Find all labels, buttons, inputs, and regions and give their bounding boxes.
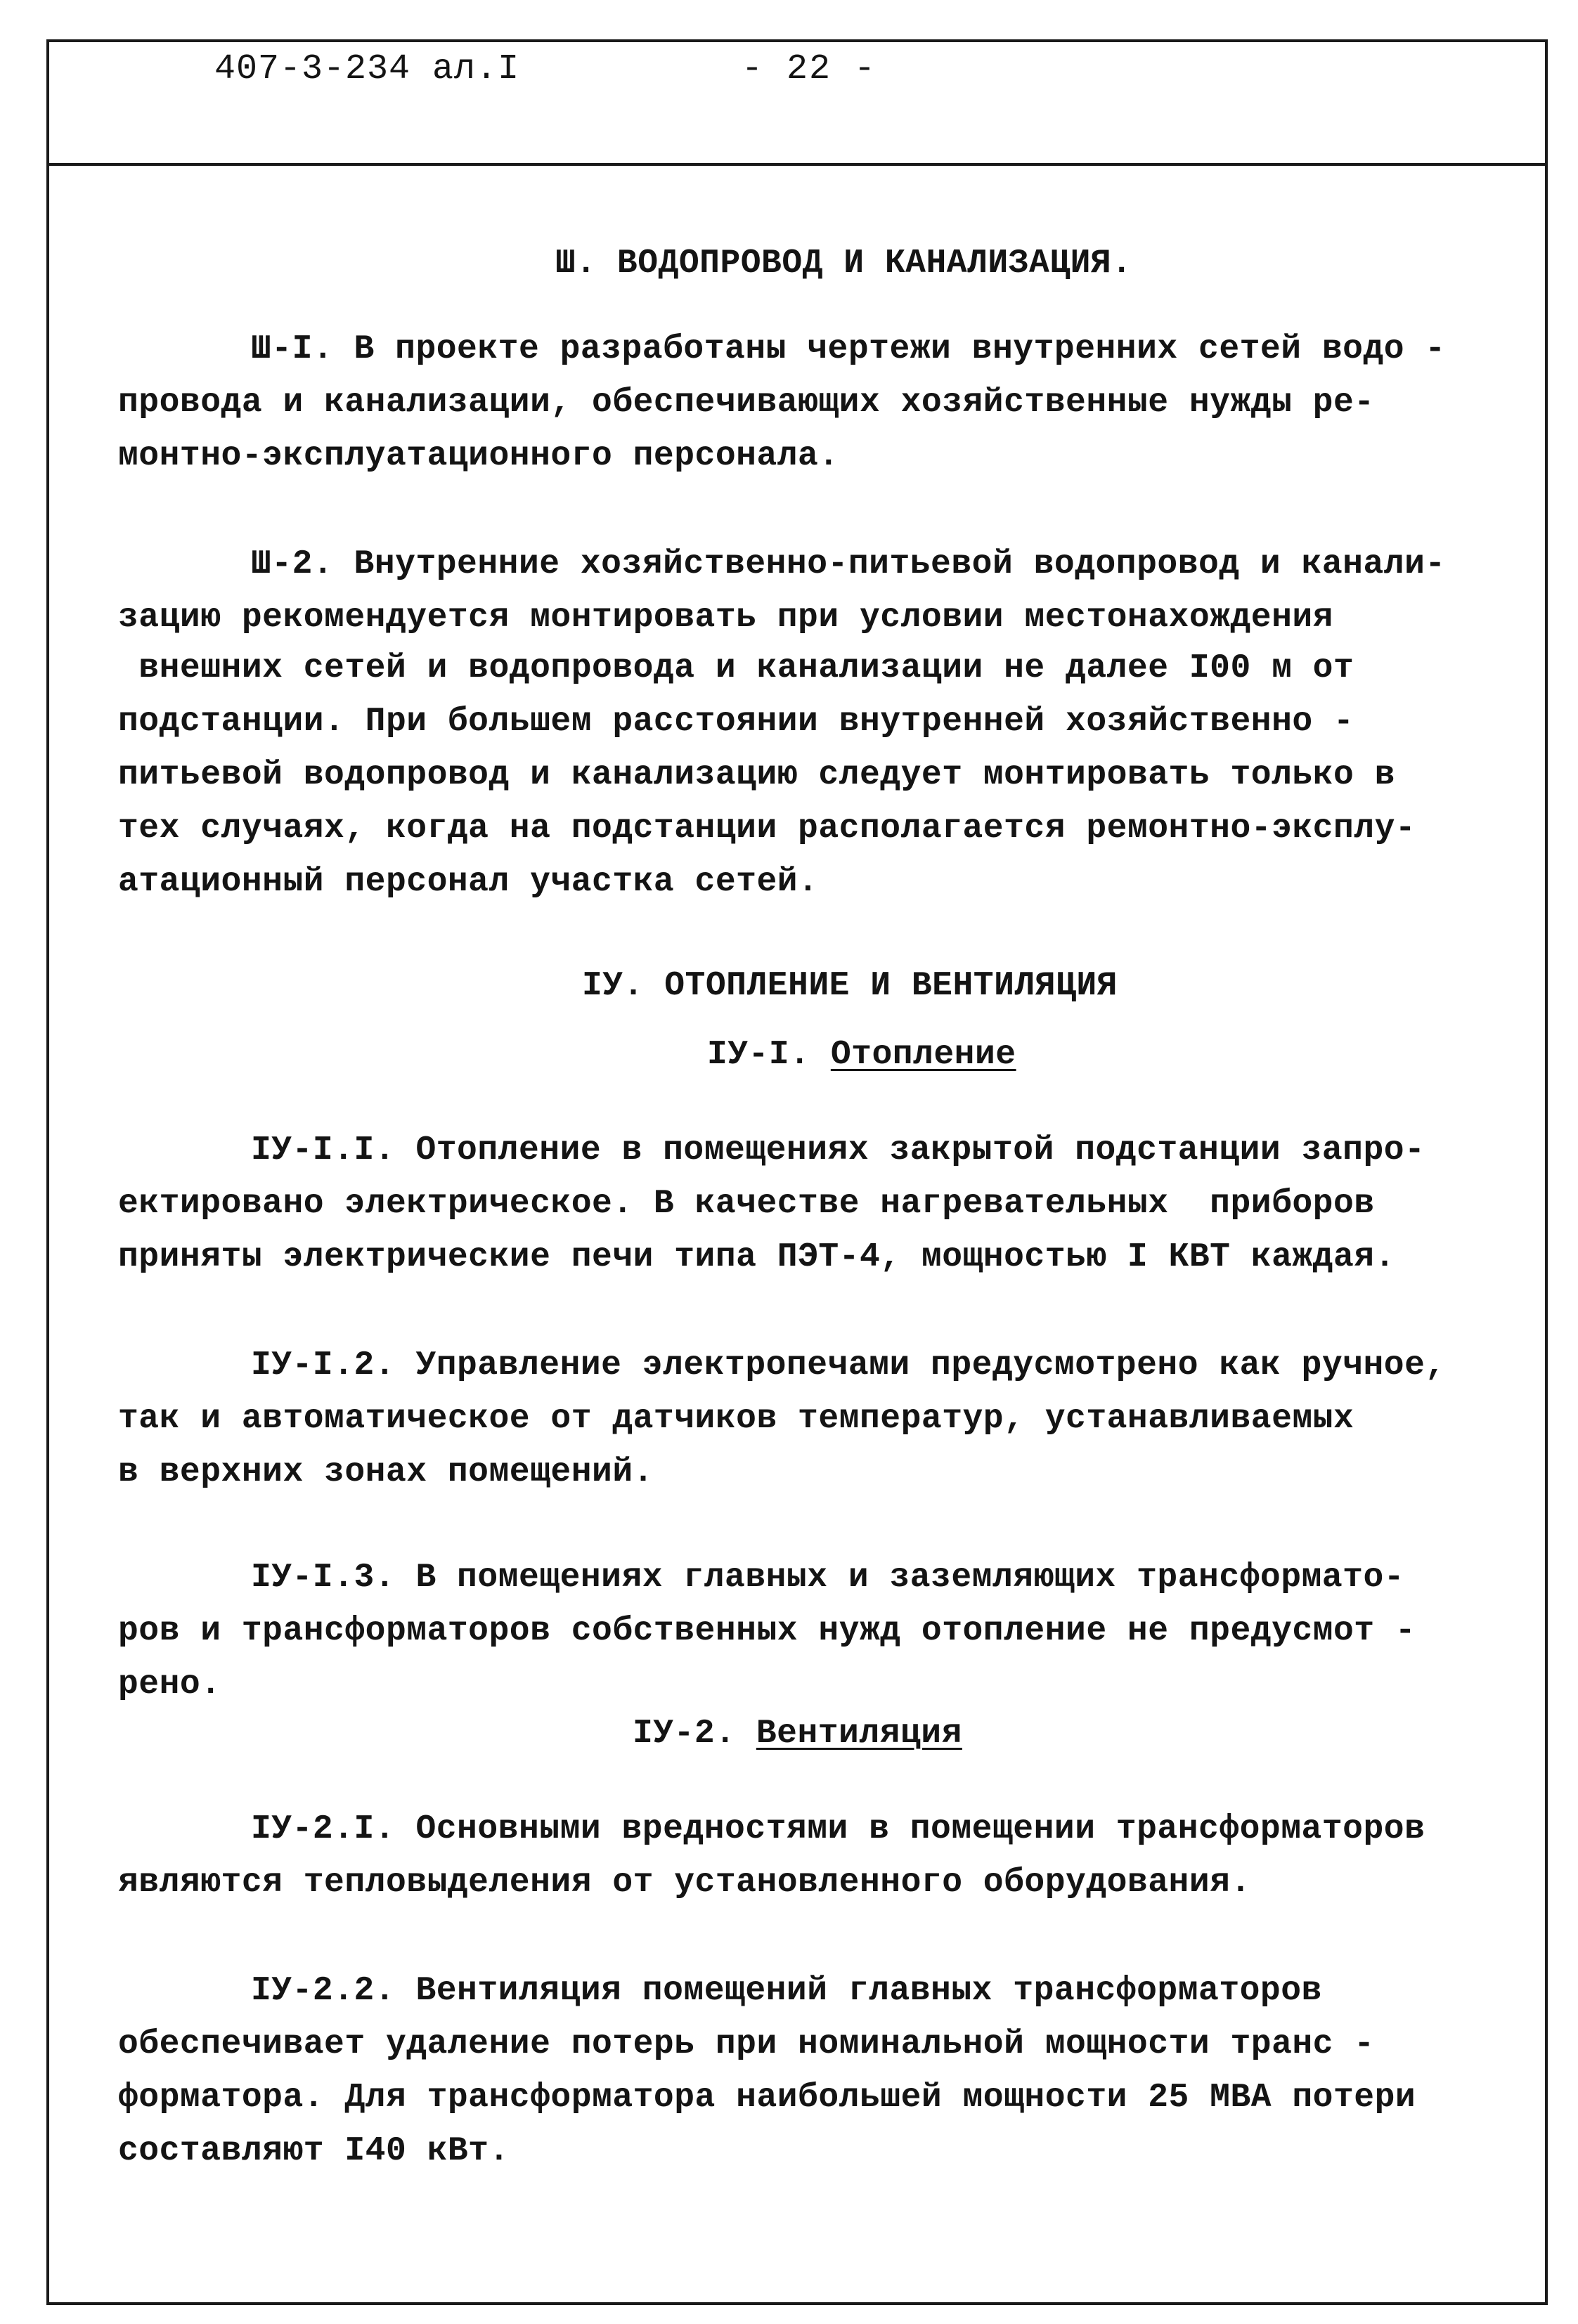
paragraph-line: зацию рекомендуется монтировать при условии местонахождения	[118, 599, 1333, 637]
paragraph-line: атационный персонал участка сетей.	[118, 863, 819, 901]
page-number: - 22 -	[742, 49, 877, 89]
section-title-water: Ш. ВОДОПРОВОД И КАНАЛИЗАЦИЯ.	[555, 245, 1132, 283]
paragraph-line: составляют I40 кВт.	[118, 2132, 510, 2170]
paragraph-line: IУ-2.2. Вентиляция помещений главных трансформаторов	[251, 1972, 1322, 2010]
header-divider	[46, 163, 1548, 166]
paragraph-line: провода и канализации, обеспечивающих хозяйственные нужды ре-	[118, 384, 1375, 422]
paragraph-line: подстанции. При большем расстоянии внутренней хозяйственно -	[118, 703, 1354, 741]
paragraph-line: ектировано электрическое. В качестве нагревательных приборов	[118, 1185, 1375, 1223]
section-title-heating: IУ. ОТОПЛЕНИЕ И ВЕНТИЛЯЦИЯ	[582, 967, 1118, 1005]
subsection-number: IУ-I.	[707, 1036, 831, 1074]
paragraph-line: обеспечивает удаление потерь при номинальной мощности транс -	[118, 2025, 1375, 2063]
subsection-title: Вентиляция	[756, 1715, 962, 1753]
paragraph-line: ров и трансформаторов собственных нужд отопление не предусмот -	[118, 1612, 1416, 1650]
paragraph-line: IУ-I.I. Отопление в помещениях закрытой подстанции запро-	[251, 1131, 1425, 1169]
paragraph-line: рено.	[118, 1666, 221, 1703]
paragraph-line: IУ-I.3. В помещениях главных и заземляющих трансформато-	[251, 1559, 1405, 1597]
paragraph-line: Ш-2. Внутренние хозяйственно-питьевой водопровод и канали-	[251, 545, 1446, 583]
paragraph-line: являются тепловыделения от установленного оборудования.	[118, 1864, 1251, 1902]
paragraph-line: монтно-эксплуатационного персонала.	[118, 437, 839, 475]
paragraph-line: питьевой водопровод и канализацию следует монтировать только в	[118, 756, 1395, 794]
subsection-heading-heating	[707, 1036, 1016, 1074]
paragraph-line: IУ-2.I. Основными вредностями в помещении трансформаторов	[251, 1810, 1425, 1848]
paragraph-line: Ш-I. В проекте разработаны чертежи внутренних сетей водо -	[251, 330, 1446, 368]
paragraph-line: тех случаях, когда на подстанции располагается ремонтно-эксплу-	[118, 810, 1416, 848]
page-frame	[46, 39, 1548, 2305]
paragraph-line: приняты электрические печи типа ПЭТ-4, мощностью I КВТ каждая.	[118, 1238, 1395, 1276]
paragraph-line: форматора. Для трансформатора наибольшей мощности 25 МВА потери	[118, 2079, 1416, 2117]
paragraph-line: в верхних зонах помещений.	[118, 1453, 654, 1491]
document-code: 407-3-234 ал.I	[214, 49, 520, 89]
subsection-heading-ventilation	[633, 1715, 962, 1753]
paragraph-line: так и автоматическое от датчиков температур, устанавливаемых	[118, 1400, 1354, 1438]
paragraph-line: внешних сетей и водопровода и канализации не далее I00 м от	[118, 649, 1354, 687]
subsection-title: Отопление	[830, 1036, 1016, 1074]
subsection-number: IУ-2.	[633, 1715, 756, 1753]
paragraph-line: IУ-I.2. Управление электропечами предусмотрено как ручное,	[251, 1346, 1446, 1384]
